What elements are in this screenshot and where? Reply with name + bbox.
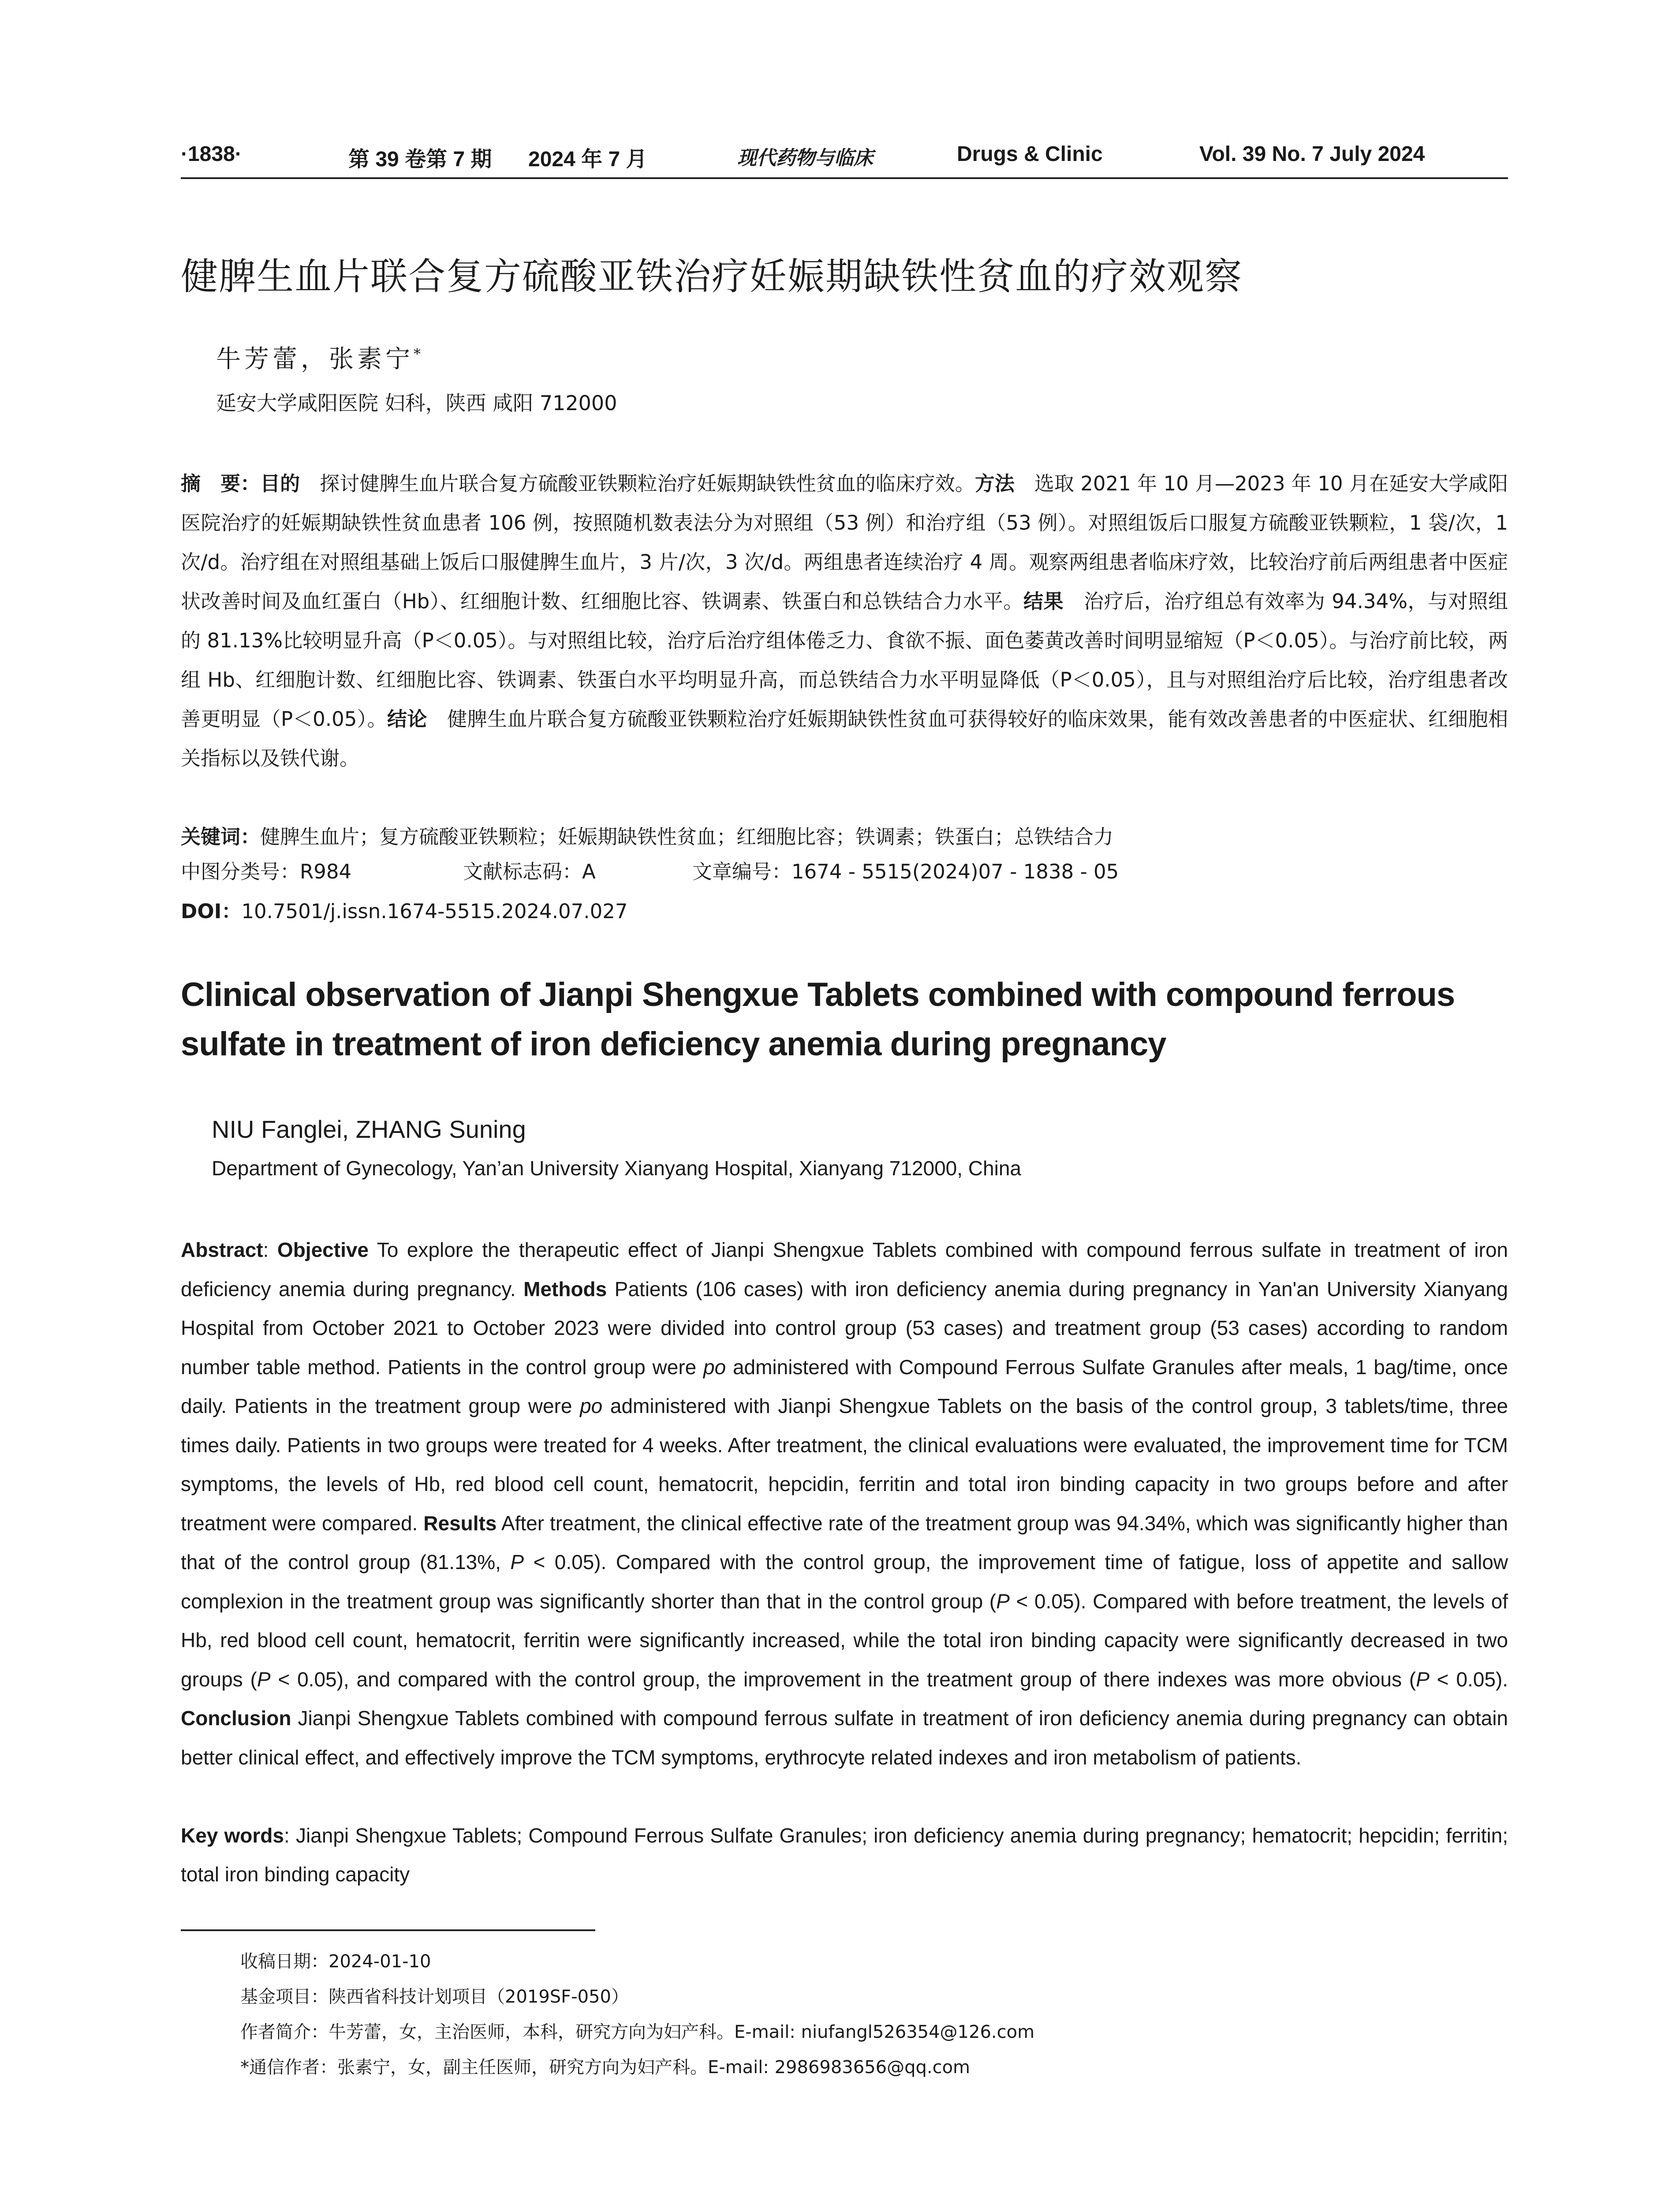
footnote-rule bbox=[181, 1929, 595, 1931]
results-en-e: < 0.05). bbox=[1437, 1667, 1508, 1691]
journal-name-en: Drugs & Clinic bbox=[957, 142, 1103, 166]
methods-en-c: administered with Jianpi Shengxue Tablets on the basis of the control group, 3 tablets/time, three times daily. Patients in two groups were treated for 4 weeks. After treatment, the clinical evaluations were evaluated, the improvement time for TCM symptoms, the levels of Hb, red blood cell count, hematocrit, hepcidin, ferritin and total iron binding capacity in two groups before and after treatment were compared. bbox=[181, 1394, 1508, 1535]
results-en-c: < 0.05). Compared with before treatment, the levels of Hb, red blood cell count, hematocrit, ferritin were significantly increased, while the total iron binding capacity were significantly decreased in two groups ( bbox=[181, 1589, 1508, 1691]
keywords-en: Key words: Jianpi Shengxue Tablets; Compound Ferrous Sulfate Granules; iron deficiency anemia during pregnancy; hematocrit; hepcidin; ferritin; total iron binding capacity bbox=[181, 1824, 1508, 1886]
results-en-label: Results bbox=[423, 1511, 497, 1535]
results-en-b: < 0.05). Compared with the control group, the improvement time of fatigue, loss of appetite and sallow complexion in the treatment group was significantly shorter than that in the control group ( bbox=[181, 1551, 1508, 1613]
header-rule bbox=[181, 177, 1508, 179]
abstract-en: Abstract: Objective To explore the therapeutic effect of Jianpi Shengxue Tablets combined with compound ferrous sulfate in treatment of iron deficiency anemia during pregnancy. Methods Patients (106 cases) with iron deficiency anemia during pregnancy in Yan'an University Xianyang Hospital from October 2021 to October 2023 were divided into control group (53 cases) and treatment group (53 cases) according to random number table method. Patients in the control group were po administered with Compound Ferrous Sulfate Granules after meals, 1 bag/time, once daily. Patients in the treatment group were po administered with Jianpi Shengxue Tablets on the basis of the control group, 3 tablets/time, three times daily. Patients in two groups were treated for 4 weeks. After treatment, the clinical evaluations were evaluated, the improvement time for TCM symptoms, the levels of Hb, red blood cell count, hematocrit, hepcidin, ferritin and total iron binding capacity in two groups before and after treatment were compared. Results After treatment, the clinical effective rate of the treatment group was 94.34%, which was significantly higher than that of the control group (81.13%, P < 0.05). Compared with the control group, the improvement time of fatigue, loss of appetite and sallow complexion in the treatment group was significantly shorter than that in the control group (P < 0.05). Compared with before treatment, the levels of Hb, red blood cell count, hematocrit, ferritin were significantly increased, while the total iron binding capacity were significantly decreased in two groups (P < 0.05), and compared with the control group, the improvement in the treatment group of there indexes was more obvious (P < 0.05). Conclusion Jianpi Shengxue Tablets combined with compound ferrous sulfate in treatment of iron deficiency anemia during pregnancy can obtain better clinical effect, and effectively improve the TCM symptoms, erythrocyte related indexes and iron metabolism of patients. bbox=[181, 1238, 1508, 1769]
keywords-en-label: Key words bbox=[181, 1824, 284, 1847]
doi-line bbox=[181, 895, 628, 924]
results-cn: 治疗后，治疗组总有效率为 94.34%，与对照组的 81.13%比较明显升高（P＜0.05）。与对照组比较，治疗后治疗组体倦乏力、食欲不振、面色萎黄改善时间明显缩短（P＜0.05）。与治疗前比较，两组 Hb、红细胞计数、红细胞比容、铁调素、铁蛋白水平均明显升高，而总铁结合力水平明显降低（P＜0.05），且与对照组治疗后比较，治疗组患者改善更明显（P＜0.05）。 bbox=[181, 590, 1508, 731]
objective-cn: 探讨健脾生血片联合复方硫酸亚铁颗粒治疗妊娠期缺铁性贫血的临床疗效。 bbox=[320, 472, 975, 495]
p-italic: P bbox=[1416, 1667, 1430, 1691]
keywords-cn-label: 关键词： bbox=[181, 825, 261, 848]
results-en-d: < 0.05), and compared with the control group, the improvement in the treatment group of there indexes was more obvious ( bbox=[278, 1667, 1416, 1691]
authors-cn-names: 牛芳蕾，张素宁 bbox=[216, 345, 414, 374]
po-italic: po bbox=[703, 1355, 726, 1379]
methods-en-b: administered with Compound Ferrous Sulfate Granules after meals, 1 bag/time, once daily. Patients in the treatment group were bbox=[181, 1355, 1508, 1417]
po-italic: po bbox=[580, 1394, 603, 1417]
authors-cn bbox=[216, 340, 421, 375]
results-en-a: After treatment, the clinical effective rate of the treatment group was 94.34%, which was significantly higher than that of the control group (81.13%, bbox=[181, 1511, 1508, 1573]
conclusion-cn: 健脾生血片联合复方硫酸亚铁颗粒治疗妊娠期缺铁性贫血可获得较好的临床效果，能有效改善患者的中医症状、红细胞相关指标以及铁代谢。 bbox=[181, 707, 1508, 770]
methods-en-label: Methods bbox=[523, 1277, 607, 1301]
objective-en-label: Objective bbox=[277, 1238, 369, 1261]
abstract-cn bbox=[181, 464, 1508, 778]
conclusion-cn-label: 结论 bbox=[387, 707, 427, 731]
article-number: 文章编号：1674 - 5515(2024)07 - 1838 - 05 bbox=[692, 860, 1119, 883]
doi-value: 10.7501/j.issn.1674-5515.2024.07.027 bbox=[241, 900, 628, 923]
abstract-en-label: Abstract bbox=[181, 1238, 263, 1261]
conclusion-en-label: Conclusion bbox=[181, 1707, 291, 1730]
running-header bbox=[181, 142, 1508, 177]
clc-number: 中图分类号：R984 bbox=[181, 860, 352, 883]
authors-en: NIU Fanglei, ZHANG Suning bbox=[212, 1115, 526, 1143]
article-title-cn: 健脾生血片联合复方硫酸亚铁治疗妊娠期缺铁性贫血的疗效观察 bbox=[181, 255, 1243, 298]
classification-row bbox=[181, 856, 1508, 895]
corresponding-mark: * bbox=[414, 345, 421, 363]
corresponding-author: *通信作者：张素宁，女，副主任医师，研究方向为妇产科。E-mail: 2986983656@qq.com bbox=[240, 2057, 971, 2078]
footnotes bbox=[240, 1944, 1034, 2085]
article-title-en: Clinical observation of Jianpi Shengxue Tablets combined with compound ferrous sulfate in treatment of iron deficiency anemia during pregnancy bbox=[181, 976, 1455, 1063]
volume-cn: 第 39 卷第 7 期 bbox=[348, 148, 492, 171]
doi-label: DOI： bbox=[181, 900, 242, 923]
objective-cn-label: 目的 bbox=[260, 472, 300, 495]
author-bio: 作者简介：牛芳蕾，女，主治医师，本科，研究方向为妇产科。E-mail: niufangl526354@126.com bbox=[240, 2022, 1035, 2042]
results-cn-label: 结果 bbox=[1023, 590, 1064, 613]
page-number: ·1838· bbox=[181, 142, 242, 166]
date-cn: 2024 年 7 月 bbox=[528, 148, 647, 171]
p-italic: P bbox=[996, 1589, 1010, 1613]
keywords-en-text: Jianpi Shengxue Tablets; Compound Ferrous Sulfate Granules; iron deficiency anemia during pregnancy; hematocrit; hepcidin; ferritin; total iron binding capacity bbox=[181, 1824, 1508, 1886]
conclusion-en: Jianpi Shengxue Tablets combined with compound ferrous sulfate in treatment of iron deficiency anemia during pregnancy can obtain better clinical effect, and effectively improve the TCM symptoms, erythrocyte related indexes and iron metabolism of patients. bbox=[181, 1707, 1508, 1769]
p-italic: P bbox=[257, 1667, 271, 1691]
fund-project: 基金项目：陕西省科技计划项目（2019SF-050） bbox=[240, 1987, 629, 2007]
journal-name-cn: 现代药物与临床 bbox=[737, 147, 873, 169]
document-code: 文献标志码：A bbox=[463, 860, 596, 883]
methods-cn-label: 方法 bbox=[974, 472, 1015, 495]
received-date: 收稿日期：2024-01-10 bbox=[240, 1951, 431, 1972]
abstract-cn-label: 摘 要： bbox=[181, 472, 261, 495]
p-italic: P bbox=[510, 1551, 524, 1573]
volume-en: Vol. 39 No. 7 July 2024 bbox=[1199, 142, 1425, 166]
objective-en: To explore the therapeutic effect of Jianpi Shengxue Tablets combined with compound ferrous sulfate in treatment of iron deficiency anemia during pregnancy. bbox=[181, 1238, 1508, 1301]
keywords-cn-text: 健脾生血片；复方硫酸亚铁颗粒；妊娠期缺铁性贫血；红细胞比容；铁调素；铁蛋白；总铁结合力 bbox=[260, 825, 1114, 848]
affiliation-en: Department of Gynecology, Yan’an University Xianyang Hospital, Xianyang 712000, China bbox=[212, 1157, 1021, 1180]
methods-cn: 选取 2021 年 10 月—2023 年 10 月在延安大学咸阳医院治疗的妊娠期缺铁性贫血患者 106 例，按照随机数表法分为对照组（53 例）和治疗组（53 例）。对照组饭后口服复方硫酸亚铁颗粒，1 袋/次，1 次/d。治疗组在对照组基础上饭后口服健脾生血片，3 片/次，3 次/d。两组患者连续治疗 4 周。观察两组患者临床疗效，比较治疗前后两组患者中医症状改善时间及血红蛋白（Hb）、红细胞计数、红细胞比容、铁调素、铁蛋白和总铁结合力水平。 bbox=[181, 472, 1508, 613]
keywords-cn bbox=[181, 817, 1508, 856]
affiliation-cn: 延安大学咸阳医院 妇科，陕西 咸阳 712000 bbox=[216, 391, 617, 415]
methods-en-a: Patients (106 cases) with iron deficiency anemia during pregnancy in Yan'an University Xianyang Hospital from October 2021 to October 2023 were divided into control group (53 cases) and treatment group (53 cases) according to random number table method. Patients in the control group were bbox=[181, 1277, 1508, 1379]
